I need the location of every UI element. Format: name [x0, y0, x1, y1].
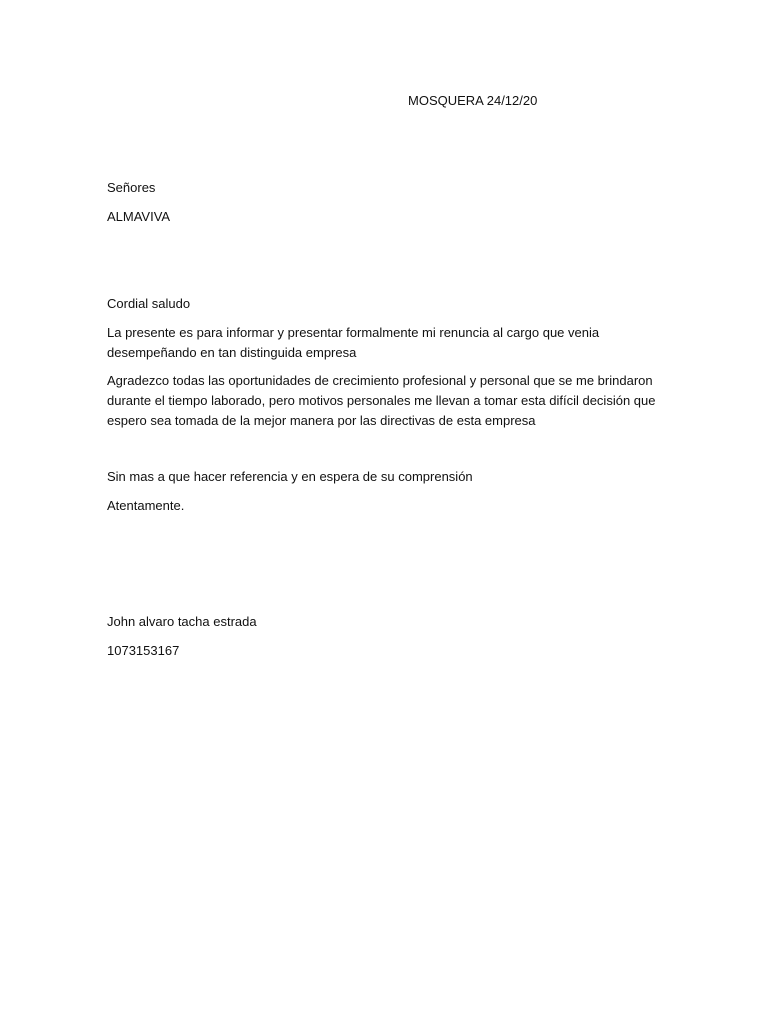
body-paragraph-resignation: La presente es para informar y presentar formalmente mi renuncia al cargo que venia desempeñando en tan distinguida empresa: [107, 325, 600, 360]
signature-id-number: 1073153167: [107, 643, 180, 658]
addressee-company: ALMAVIVA: [107, 209, 171, 224]
addressee-title: Señores: [107, 180, 156, 195]
greeting: Cordial saludo: [107, 296, 191, 311]
sign-off: Atentamente.: [107, 498, 185, 513]
date-line: MOSQUERA 24/12/20: [408, 93, 538, 108]
closing-line: Sin mas a que hacer referencia y en espera de su comprensión: [107, 469, 473, 484]
body-paragraph-thanks: Agradezco todas las oportunidades de crecimiento profesional y personal que se me brindaron durante el tiempo laborado, pero motivos personales me llevan a tomar esta difícil decisión que espero sea tomada de la mejor manera por las directivas de esta empresa: [107, 373, 656, 428]
signature-name: John alvaro tacha estrada: [107, 614, 257, 629]
